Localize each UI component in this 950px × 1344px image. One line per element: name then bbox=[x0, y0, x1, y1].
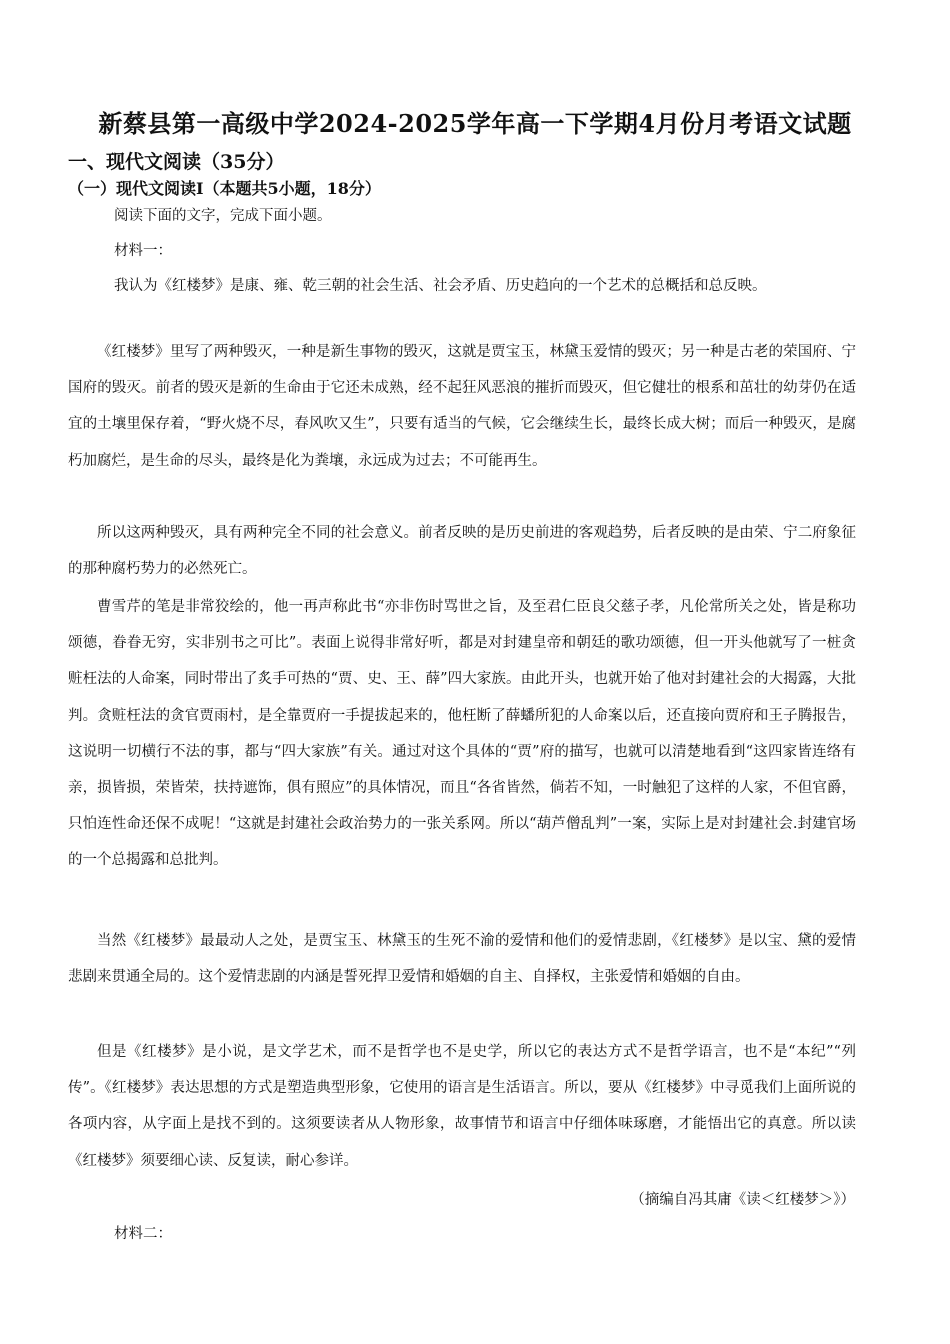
section-heading: 一、现代文阅读（35分） bbox=[68, 151, 285, 173]
instruction-text: 阅读下面的文字，完成下面小题。 bbox=[114, 208, 332, 224]
paragraph-4: 曹雪芹的笔是非常狡绘的，他一再声称此书“亦非伤时骂世之旨，及至君仁臣良父慈子孝，凡伦常所关之处，皆是称功颂德，眷眷无穷，实非别书之可比”。表面上说得非常好听，都是对封建皇帝和朝廷的歌功颂德，但一开头他就写了一桩贪赃枉法的人命案，同时带出了炙手可热的“贾、史、王、薛”四大家族。由此开头，也就开始了他对封建社会的大揭露，大批判。贪赃枉法的贪官贾雨村，是全靠贾府一手提拔起来的，他枉断了薛蟠所犯的人命案以后，还直接向贾府和王子腾报告，这说明一切横行不法的事，都与“四大家族”有关。通过对这个具体的“贾”府的描写，也就可以清楚地看到“这四家皆连络有亲，损皆损，荣皆荣，扶持遮饰，俱有照应”的具体情况，而且“各省皆然，倘若不知，一时触犯了这样的人家，不但官爵，只怕连性命还保不成呢！“这就是封建社会政治势力的一张关系网。所以“葫芦僧乱判”一案，实际上是对封建社会.封建官场的一个总揭露和总批判。 bbox=[68, 599, 856, 869]
paragraph-2: 《红楼梦》里写了两种毁灭，一种是新生事物的毁灭，这就是贾宝玉，林黛玉爱情的毁灭；另一种是古老的荣国府、宁国府的毁灭。前者的毁灭是新的生命由于它还未成熟，经不起狂风恶浪的摧折而毁灭，但它健壮的根系和茁壮的幼芽仍在适宜的土壤里保存着，“野火烧不尽，春风吹又生”，只要有适当的气候，它会继续生长，最终长成大树；而后一种毁灭，是腐朽加腐烂，是生命的尽头，最终是化为粪壤，永远成为过去；不可能再生。 bbox=[68, 344, 856, 469]
paragraph-1: 我认为《红楼梦》是康、雍、乾三朝的社会生活、社会矛盾、历史趋向的一个艺术的总概括和总反映。 bbox=[114, 278, 767, 294]
paragraph-3: 所以这两种毁灭，具有两种完全不同的社会意义。前者反映的是历史前进的客观趋势，后者反映的是由荣、宁二府象征的那种腐朽势力的必然死亡。 bbox=[68, 525, 856, 578]
paragraph-6: 但是《红楼梦》是小说，是文学艺术，而不是哲学也不是史学，所以它的表达方式不是哲学语言，也不是“本纪”“列传”。《红楼梦》表达思想的方式是塑造典型形象，它使用的语言是生活语言。所以，要从《红楼梦》中寻觅我们上面所说的各项内容，从字面上是找不到的。这须要读者从人物形象，故事情节和语言中仔细体味琢磨，才能悟出它的真意。所以读《红楼梦》须要细心读、反复读，耐心参详。 bbox=[68, 1044, 856, 1169]
exam-title: 新蔡县第一高级中学2024-2025学年高一下学期4月份月考语文试题 bbox=[98, 109, 852, 138]
material-2-label: 材料二： bbox=[114, 1226, 172, 1242]
material-1-label: 材料一： bbox=[114, 243, 172, 259]
subsection-heading: （一）现代文阅读Ⅰ（本题共5小题，18分） bbox=[68, 179, 381, 198]
paragraph-5: 当然《红楼梦》最最动人之处，是贾宝玉、林黛玉的生死不渝的爱情和他们的爱情悲剧，《红楼梦》是以宝、黛的爱情悲剧来贯通全局的。这个爱情悲剧的内涵是誓死捍卫爱情和婚姻的自主、自择权，主张爱情和婚姻的自由。 bbox=[68, 933, 856, 986]
citation-source: （摘编自冯其庸《读＜红楼梦＞》） bbox=[630, 1192, 855, 1208]
